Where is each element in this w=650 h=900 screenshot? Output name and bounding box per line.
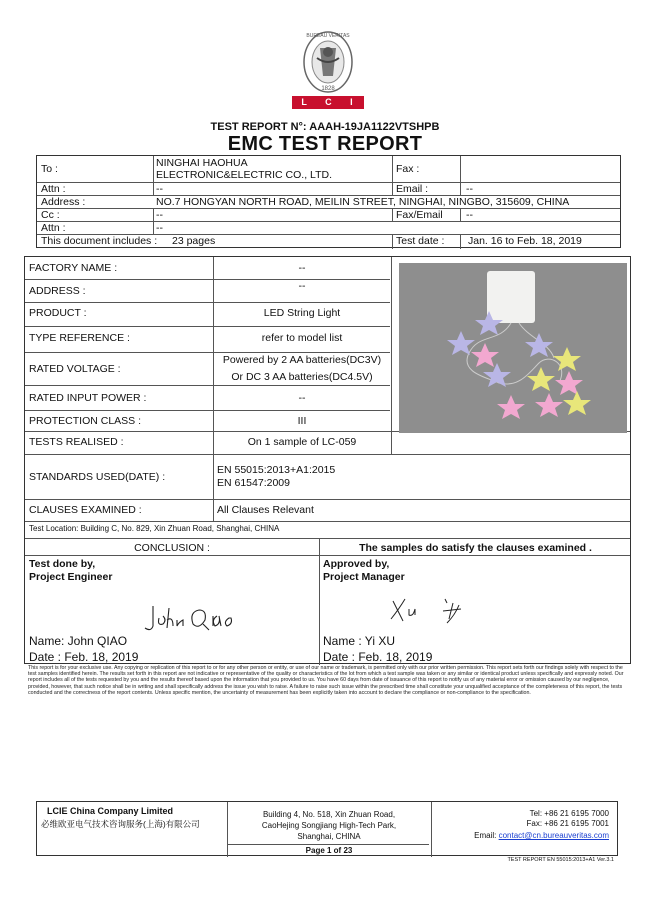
company-name-en: LCIE China Company Limited: [47, 806, 174, 816]
factory-name-value: --: [298, 262, 306, 274]
manager-date: Date : Feb. 18, 2019: [323, 650, 433, 664]
clauses-examined-value: All Clauses Relevant: [217, 504, 314, 516]
company-name-cn: 必维欧亚电气技术咨询服务(上海)有限公司: [41, 819, 200, 829]
product-info-table: [24, 256, 631, 664]
type-reference-value: refer to model list: [261, 332, 343, 344]
address-label: Address :: [41, 196, 86, 208]
manager-signature: [387, 593, 477, 627]
tests-realised-label: TESTS REALISED :: [29, 436, 124, 448]
rated-voltage-label: RATED VOLTAGE :: [29, 363, 121, 375]
standard-2: EN 61547:2009: [217, 477, 290, 489]
company-address-line3: Shanghai, CHINA: [297, 832, 361, 841]
rated-input-power-label: RATED INPUT POWER :: [29, 392, 147, 404]
manager-name: Name : Yi XU: [323, 634, 396, 648]
fax-label: Fax :: [396, 163, 420, 175]
cc-label: Cc :: [41, 209, 60, 221]
legal-disclaimer: This report is for your exclusive use. Any copying or replication of this report to or for any other person or entity, or use of our name or trademark, is permitted only with our prior written permission. This report sets forth our findings solely with respect to the test samples identified herein. The results set forth in this report are not indicative or representative of the quality or characteristics of the lot from which a test sample was taken or any similar or identical product unless specifically and expressly noted. Our report includes all of the tests requested by you and the results thereof based upon the information that you provided to us. You have 60 days from date of issuance of this report to notify us of any material error or omission caused by our negligence, provided, however, that such notice shall be in writing and shall specifically address the issue you wish to raise. A failure to raise such issue within the prescribed time shall constitute your unqualified acceptance of the completeness of this report, the tests conducted and the correctness of the report contents. Unless specific mention, the uncertainty of measurement has been explicitly taken into account to declare the compliance or non-compliance to the specification.: [28, 665, 624, 696]
attn2-label: Attn :: [41, 222, 66, 234]
fax-email-label: Fax/Email: [396, 209, 443, 221]
test-done-by-label: Test done by,: [29, 558, 96, 570]
protection-class-value: III: [297, 415, 307, 427]
report-title: EMC TEST REPORT: [227, 133, 423, 155]
attn-value: --: [156, 183, 163, 195]
company-address-line2: CaoHejing Songjiang High-Tech Park,: [261, 821, 397, 830]
factory-name-label: FACTORY NAME :: [29, 262, 118, 274]
address-value: NO.7 HONGYAN NORTH ROAD, MEILIN STREET, NINGHAI, NINGBO, 315609, CHINA: [156, 196, 570, 208]
company-email: [474, 831, 609, 840]
email-label: Email :: [396, 183, 429, 195]
email-link[interactable]: contact@cn.bureauveritas.com: [498, 831, 609, 840]
footer-table: [36, 801, 618, 856]
to-label: To :: [41, 163, 58, 175]
company-fax: Fax: +86 21 6195 7001: [526, 819, 609, 828]
rated-input-power-value: --: [298, 392, 306, 404]
tests-realised-value: On 1 sample of LC-059: [247, 436, 357, 448]
conclusion-value: The samples do satisfy the clauses examined .: [359, 542, 592, 554]
recipient-header-table: [36, 155, 621, 248]
clauses-examined-label: CLAUSES EXAMINED :: [29, 504, 142, 516]
attn-label: Attn :: [41, 183, 66, 195]
project-engineer-label: Project Engineer: [29, 571, 113, 583]
conclusion-label: CONCLUSION :: [134, 542, 210, 554]
attn2-value: --: [156, 222, 163, 234]
engineer-date: Date : Feb. 18, 2019: [29, 650, 139, 664]
factory-address-label: ADDRESS :: [29, 285, 86, 297]
protection-class-label: PROTECTION CLASS :: [29, 415, 142, 427]
product-value: LED String Light: [263, 307, 341, 319]
svg-text:BUREAU VERITAS: BUREAU VERITAS: [306, 33, 350, 39]
to-value-line2: ELECTRONIC&ELECTRIC CO., LTD.: [156, 169, 332, 181]
email-value: --: [466, 183, 473, 195]
test-date-value: Jan. 16 to Feb. 18, 2019: [468, 235, 582, 247]
report-number: TEST REPORT N°: AAAH-19JA1122VTSHPB: [210, 121, 440, 133]
engineer-name: Name: John QIAO: [29, 634, 128, 648]
product-photo: [399, 263, 627, 433]
email-label: Email:: [474, 831, 499, 840]
to-value-line1: NINGHAI HAOHUA: [156, 157, 248, 169]
approved-by-label: Approved by,: [323, 558, 390, 570]
standards-used-label: STANDARDS USED(DATE) :: [29, 471, 166, 483]
document-includes-value: 23 pages: [172, 235, 216, 247]
type-reference-label: TYPE REFERENCE :: [29, 332, 130, 344]
test-location: Test Location: Building C, No. 829, Xin Zhuan Road, Shanghai, CHINA: [29, 524, 280, 533]
lcie-brand-bar: L C I E: [292, 96, 364, 109]
report-version: TEST REPORT EN 55015:2013+A1 Ver.3.1: [507, 857, 614, 863]
fax-email-value: --: [466, 209, 473, 221]
factory-address-value: --: [298, 280, 306, 292]
project-manager-label: Project Manager: [323, 571, 405, 583]
company-tel: Tel: +86 21 6195 7000: [529, 809, 609, 818]
company-address-line1: Building 4, No. 518, Xin Zhuan Road,: [262, 810, 396, 819]
rated-voltage-line1: Powered by 2 AA batteries(DC3V): [222, 354, 382, 366]
rated-voltage-line2: Or DC 3 AA batteries(DC4.5V): [231, 371, 373, 383]
product-label: PRODUCT :: [29, 307, 87, 319]
page-number: Page 1 of 23: [305, 846, 353, 855]
document-includes-label: This document includes :: [41, 235, 158, 247]
svg-text:1828: 1828: [321, 86, 335, 92]
standard-1: EN 55015:2013+A1:2015: [217, 464, 336, 476]
cc-value: --: [156, 209, 163, 221]
test-date-label: Test date :: [396, 235, 445, 247]
engineer-signature: [143, 602, 263, 636]
